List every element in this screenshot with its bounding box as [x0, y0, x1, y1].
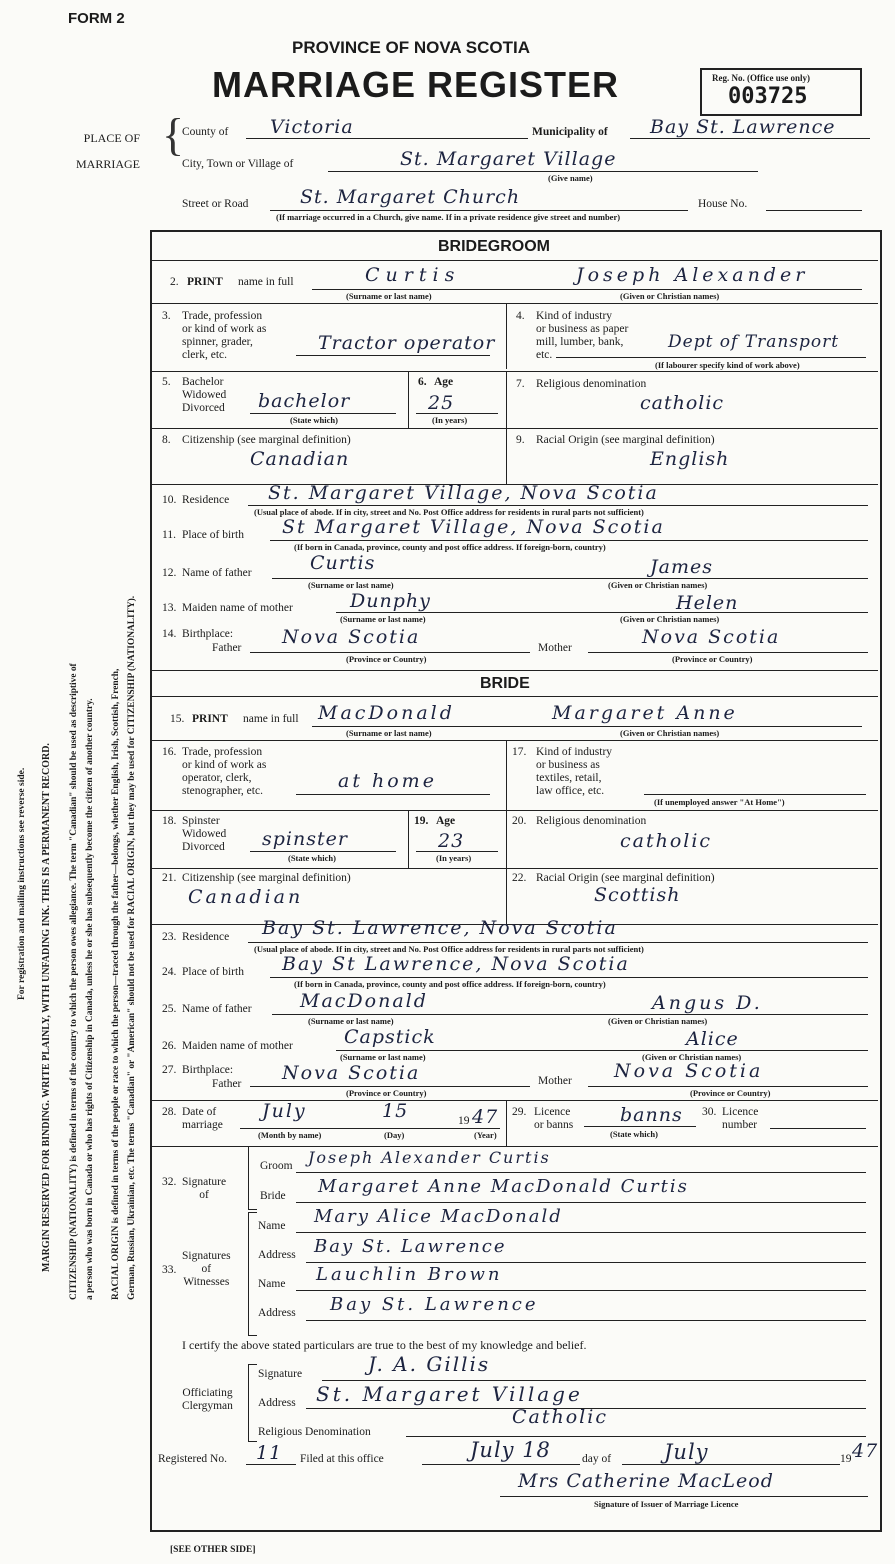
- registration-number: 003725: [728, 84, 808, 109]
- county-value: Victoria: [270, 116, 354, 138]
- groom-n4: 4.: [516, 310, 525, 322]
- groom-age: 25: [428, 392, 455, 414]
- bride-sig-label: Bride: [260, 1190, 286, 1202]
- bride-religion-label: Religious denomination: [536, 815, 647, 827]
- groom-religion-label: Religious denomination: [536, 378, 647, 390]
- groom-n14: 14.: [162, 628, 177, 640]
- groom-pob: St Margaret Village, Nova Scotia: [282, 516, 665, 538]
- bride-print-label: PRINT: [192, 713, 228, 725]
- bride-signature: Margaret Anne MacDonald Curtis: [318, 1176, 689, 1197]
- groom-n13: 13.: [162, 602, 177, 614]
- groom-signature: Joseph Alexander Curtis: [308, 1148, 551, 1167]
- groom-name-label: name in full: [238, 276, 294, 288]
- witness-brace: [248, 1212, 257, 1336]
- bride-age: 23: [438, 830, 465, 852]
- bride-father-surname: MacDonald: [300, 990, 428, 1012]
- groom-bp-father-caption: (Province or Country): [346, 654, 427, 664]
- form-number: FORM 2: [68, 10, 125, 27]
- licence-caption: (State which): [610, 1129, 658, 1139]
- bride-bp-mother-caption: (Province or Country): [690, 1088, 771, 1098]
- groom-racial-label: Racial Origin (see marginal definition): [536, 434, 715, 446]
- groom-father-label: Name of father: [182, 567, 252, 579]
- city-value: St. Margaret Village: [400, 148, 617, 170]
- bride-mother-surname-caption: (Surname or last name): [340, 1052, 426, 1062]
- clergy-denom-label: Religious Denomination: [258, 1426, 371, 1438]
- bride-trade: at home: [338, 770, 437, 792]
- bride-industry-label: Kind of industry or business as textiles, retail, law office, etc.: [536, 746, 613, 797]
- bride-status: spinster: [262, 828, 348, 850]
- groom-status-label: Bachelor Widowed Divorced: [182, 376, 227, 414]
- groom-n7: 7.: [516, 378, 525, 390]
- n32: 32.: [162, 1176, 177, 1188]
- witness2-address: Bay St. Lawrence: [330, 1294, 539, 1315]
- groom-n12: 12.: [162, 567, 177, 579]
- groom-industry: Dept of Transport: [668, 332, 840, 352]
- bride-unemployed-caption: (If unemployed answer "At Home"): [654, 797, 785, 807]
- street-value: St. Margaret Church: [300, 186, 521, 208]
- groom-status: bachelor: [258, 390, 351, 412]
- bride-citizenship-label: Citizenship (see marginal definition): [182, 872, 351, 884]
- bride-n26: 26.: [162, 1040, 177, 1052]
- date-of-marriage-label: Date of marriage: [182, 1106, 223, 1131]
- filed-year-prefix: 19: [840, 1453, 852, 1465]
- marriage-day: 15: [382, 1100, 409, 1122]
- day-of-label: day of: [582, 1453, 612, 1465]
- margin-note-binding: MARGIN RESERVED FOR BINDING. WRITE PLAINLY, WITH UNFADING INK. THIS IS A PERMANENT RECORD.: [41, 743, 52, 1272]
- bride-n20: 20.: [512, 815, 527, 827]
- margin-note-citizenship-2: a person who was born in Canada or who has rights of Citizenship in Canada, unless he or she has subsequently become the citizen of another country.: [85, 698, 95, 1300]
- bride-mother-given: Alice: [686, 1028, 739, 1050]
- place-of-marriage-label: PLACE OF MARRIAGE: [76, 131, 141, 171]
- groom-bp-label: Birthplace:: [182, 628, 234, 640]
- registered-no: 11: [256, 1442, 283, 1464]
- street-label: Street or Road: [182, 198, 249, 210]
- clergy-label: Officiating Clergyman: [182, 1387, 233, 1412]
- n28: 28.: [162, 1106, 177, 1118]
- filed-label: Filed at this office: [300, 1453, 384, 1465]
- bride-mother-label: Maiden name of mother: [182, 1040, 293, 1052]
- bride-trade-label: Trade, profession or kind of work as operator, clerk, stenographer, etc.: [182, 746, 267, 797]
- bride-status-label: Spinster Widowed Divorced: [182, 815, 227, 853]
- page-title: MARRIAGE REGISTER: [212, 64, 620, 105]
- bride-n24: 24.: [162, 966, 177, 978]
- year-caption: (Year): [474, 1130, 497, 1140]
- groom-n5: 5.: [162, 376, 171, 388]
- margin-note-citizenship-1: CITIZENSHIP (NATIONALITY) is defined in terms of the country to which the person owes allegiance. The term "Canadian" should be used as descriptive of: [69, 663, 79, 1300]
- marriage-year: 47: [472, 1106, 499, 1128]
- groom-pob-caption: (If born in Canada, province, county and post office address. If foreign-born, country): [294, 542, 606, 552]
- signature-brace: [248, 1146, 257, 1210]
- bridegroom-heading: BRIDEGROOM: [438, 238, 550, 255]
- clergy-denom: Catholic: [512, 1406, 608, 1428]
- margin-note-instructions: For registration and mailing instructions see reverse side.: [17, 767, 27, 1000]
- groom-bp-father: Nova Scotia: [282, 626, 421, 648]
- day-caption: (Day): [384, 1130, 405, 1140]
- see-other-side: [SEE OTHER SIDE]: [170, 1545, 256, 1555]
- bride-heading: BRIDE: [480, 675, 530, 692]
- bride-residence: Bay St. Lawrence, Nova Scotia: [262, 917, 618, 939]
- bride-name-label: name in full: [243, 713, 299, 725]
- witness2-name-label: Name: [258, 1278, 286, 1290]
- bride-n27: 27.: [162, 1064, 177, 1076]
- witnesses-label: Signatures of Witnesses: [182, 1250, 231, 1288]
- groom-given-caption: (Given or Christian names): [620, 291, 720, 301]
- bride-bp-father-caption: (Province or Country): [346, 1088, 427, 1098]
- groom-n10: 10.: [162, 494, 177, 506]
- witness1-address: Bay St. Lawrence: [314, 1236, 507, 1257]
- bride-pob-caption: (If born in Canada, province, county and post office address. If foreign-born, country): [294, 979, 606, 989]
- bride-citizenship: Canadian: [188, 886, 304, 908]
- clergy-brace: [248, 1364, 257, 1442]
- bride-pob-label: Place of birth: [182, 966, 244, 978]
- bride-n25: 25.: [162, 1003, 177, 1015]
- street-caption: (If marriage occurred in a Church, give name. If in a private residence give street and number): [276, 212, 621, 222]
- signature-of-label: Signature of: [182, 1176, 227, 1201]
- marriage-year-prefix: 19: [458, 1115, 470, 1127]
- filed-year: 47: [852, 1440, 879, 1462]
- groom-mother-given-caption: (Given or Christian names): [620, 614, 720, 624]
- bride-status-caption: (State which): [288, 853, 336, 863]
- clergy-signature: J. A. Gillis: [368, 1352, 491, 1376]
- city-caption: (Give name): [548, 173, 593, 183]
- groom-trade: Tractor operator: [318, 332, 496, 354]
- registration-number-label: Reg. No. (Office use only): [712, 73, 810, 83]
- clergy-address-label: Address: [258, 1397, 296, 1409]
- bride-father-given-caption: (Given or Christian names): [608, 1016, 708, 1026]
- groom-n2: 2.: [170, 276, 179, 288]
- groom-given: Joseph Alexander: [576, 264, 809, 286]
- municipality-label: Municipality of: [532, 126, 608, 138]
- bride-n18: 18.: [162, 815, 177, 827]
- groom-print-label: PRINT: [187, 276, 223, 288]
- groom-mother-given: Helen: [676, 592, 739, 614]
- margin-note-racial-1: RACIAL ORIGIN is defined in terms of the people or race to which the person—traced through the father—belongs, whether English, Irish, Scottish, French,: [111, 668, 121, 1300]
- marriage-month: July: [262, 1100, 307, 1122]
- bride-n23: 23.: [162, 931, 177, 943]
- certify-statement: I certify the above stated particulars are true to the best of my knowledge and belief.: [182, 1338, 587, 1352]
- witness2-name: Lauchlin Brown: [316, 1264, 503, 1285]
- bride-n16: 16.: [162, 746, 177, 758]
- groom-bp-mother-label: Mother: [538, 642, 572, 654]
- groom-n9: 9.: [516, 434, 525, 446]
- clergy-address: St. Margaret Village: [316, 1382, 583, 1406]
- county-label: County of: [182, 126, 229, 138]
- municipality-value: Bay St. Lawrence: [650, 116, 836, 138]
- groom-mother-surname: Dunphy: [350, 590, 431, 612]
- licence-number-label: Licence number: [722, 1106, 759, 1131]
- groom-sig-label: Groom: [260, 1160, 293, 1172]
- house-label: House No.: [698, 198, 748, 210]
- groom-surname: Curtis: [365, 264, 461, 286]
- bride-age-label: Age: [436, 815, 456, 827]
- groom-bp-mother: Nova Scotia: [642, 626, 781, 648]
- groom-citizenship: Canadian: [250, 448, 350, 470]
- groom-father-surname-caption: (Surname or last name): [308, 580, 394, 590]
- bride-bp-father-label: Father: [212, 1078, 242, 1090]
- groom-mother-surname-caption: (Surname or last name): [340, 614, 426, 624]
- filed-day: July 18: [470, 1438, 551, 1462]
- registered-no-label: Registered No.: [158, 1453, 227, 1465]
- witness2-address-label: Address: [258, 1307, 296, 1319]
- groom-residence: St. Margaret Village, Nova Scotia: [268, 482, 659, 504]
- groom-n6: 6.: [418, 376, 427, 388]
- bride-age-caption: (In years): [436, 853, 472, 863]
- groom-citizenship-label: Citizenship (see marginal definition): [182, 434, 351, 446]
- groom-father-surname: Curtis: [310, 552, 376, 574]
- brace: {: [162, 109, 185, 160]
- bride-religion: catholic: [620, 830, 713, 852]
- bride-residence-label: Residence: [182, 931, 230, 943]
- bride-father-surname-caption: (Surname or last name): [308, 1016, 394, 1026]
- bride-given-caption: (Given or Christian names): [620, 728, 720, 738]
- groom-n3: 3.: [162, 310, 171, 322]
- bride-n17: 17.: [512, 746, 527, 758]
- groom-pob-label: Place of birth: [182, 529, 244, 541]
- bride-bp-mother: Nova Scotia: [614, 1060, 764, 1082]
- witness1-address-label: Address: [258, 1249, 296, 1261]
- bride-father-given: Angus D.: [652, 992, 763, 1014]
- licence-value: banns: [620, 1104, 683, 1126]
- groom-industry-label: Kind of industry or business as paper mill, lumber, bank, etc.: [536, 310, 629, 361]
- bride-father-label: Name of father: [182, 1003, 252, 1015]
- groom-n8: 8.: [162, 434, 171, 446]
- groom-bp-father-label: Father: [212, 642, 242, 654]
- witness1-name-label: Name: [258, 1220, 286, 1232]
- groom-residence-label: Residence: [182, 494, 230, 506]
- bride-given: Margaret Anne: [552, 702, 738, 724]
- province-heading: PROVINCE OF NOVA SCOTIA: [292, 38, 531, 57]
- groom-labourer-caption: (If labourer specify kind of work above): [655, 360, 800, 370]
- groom-status-caption: (State which): [290, 415, 338, 425]
- n29: 29.: [512, 1106, 527, 1118]
- groom-father-given: James: [650, 556, 713, 578]
- groom-surname-caption: (Surname or last name): [346, 291, 432, 301]
- bride-bp-father: Nova Scotia: [282, 1062, 421, 1084]
- bride-racial-label: Racial Origin (see marginal definition): [536, 872, 715, 884]
- groom-trade-label: Trade, profession or kind of work as spinner, grader, clerk, etc.: [182, 310, 267, 361]
- bride-n22: 22.: [512, 872, 527, 884]
- bride-surname: MacDonald: [318, 702, 455, 724]
- licence-label: Licence or banns: [534, 1106, 574, 1131]
- groom-age-label: Age: [434, 376, 454, 388]
- witness1-name: Mary Alice MacDonald: [314, 1206, 563, 1227]
- bride-pob: Bay St Lawrence, Nova Scotia: [282, 953, 630, 975]
- city-label: City, Town or Village of: [182, 158, 294, 170]
- issuer-caption: Signature of Issuer of Marriage Licence: [594, 1499, 739, 1509]
- bride-mother-given-caption: (Given or Christian names): [642, 1052, 742, 1062]
- month-caption: (Month by name): [258, 1130, 322, 1140]
- bride-n21: 21.: [162, 872, 177, 884]
- groom-age-caption: (In years): [432, 415, 468, 425]
- bride-bp-mother-label: Mother: [538, 1075, 572, 1087]
- issuer-signature: Mrs Catherine MacLeod: [518, 1470, 774, 1492]
- groom-racial: English: [650, 448, 730, 470]
- bride-mother-surname: Capstick: [344, 1026, 436, 1048]
- clergy-sig-label: Signature: [258, 1368, 303, 1380]
- filed-month: July: [664, 1440, 709, 1464]
- n33: 33.: [162, 1264, 177, 1276]
- bride-surname-caption: (Surname or last name): [346, 728, 432, 738]
- groom-n11: 11.: [162, 529, 176, 541]
- margin-note-racial-2: German, Russian, Ukrainian, etc. The terms "Canadian" or "American" should not be used for RACIAL ORIGIN, but they may be used for CITIZENSHIP (NATIONALITY).: [127, 595, 137, 1300]
- bride-racial: Scottish: [594, 884, 681, 906]
- bride-residence-caption: (Usual place of abode. If in city, street and No. Post Office address for residents in rural parts not sufficient): [254, 944, 644, 954]
- n30: 30.: [702, 1106, 717, 1118]
- bride-n19: 19.: [414, 815, 429, 827]
- groom-bp-mother-caption: (Province or Country): [672, 654, 753, 664]
- groom-father-given-caption: (Given or Christian names): [608, 580, 708, 590]
- groom-religion: catholic: [640, 392, 725, 414]
- bride-bp-label: Birthplace:: [182, 1064, 234, 1076]
- groom-residence-caption: (Usual place of abode. If in city, street and No. Post Office address for residents in rural parts not sufficient): [254, 507, 644, 517]
- groom-mother-label: Maiden name of mother: [182, 602, 293, 614]
- bride-n15: 15.: [170, 713, 185, 725]
